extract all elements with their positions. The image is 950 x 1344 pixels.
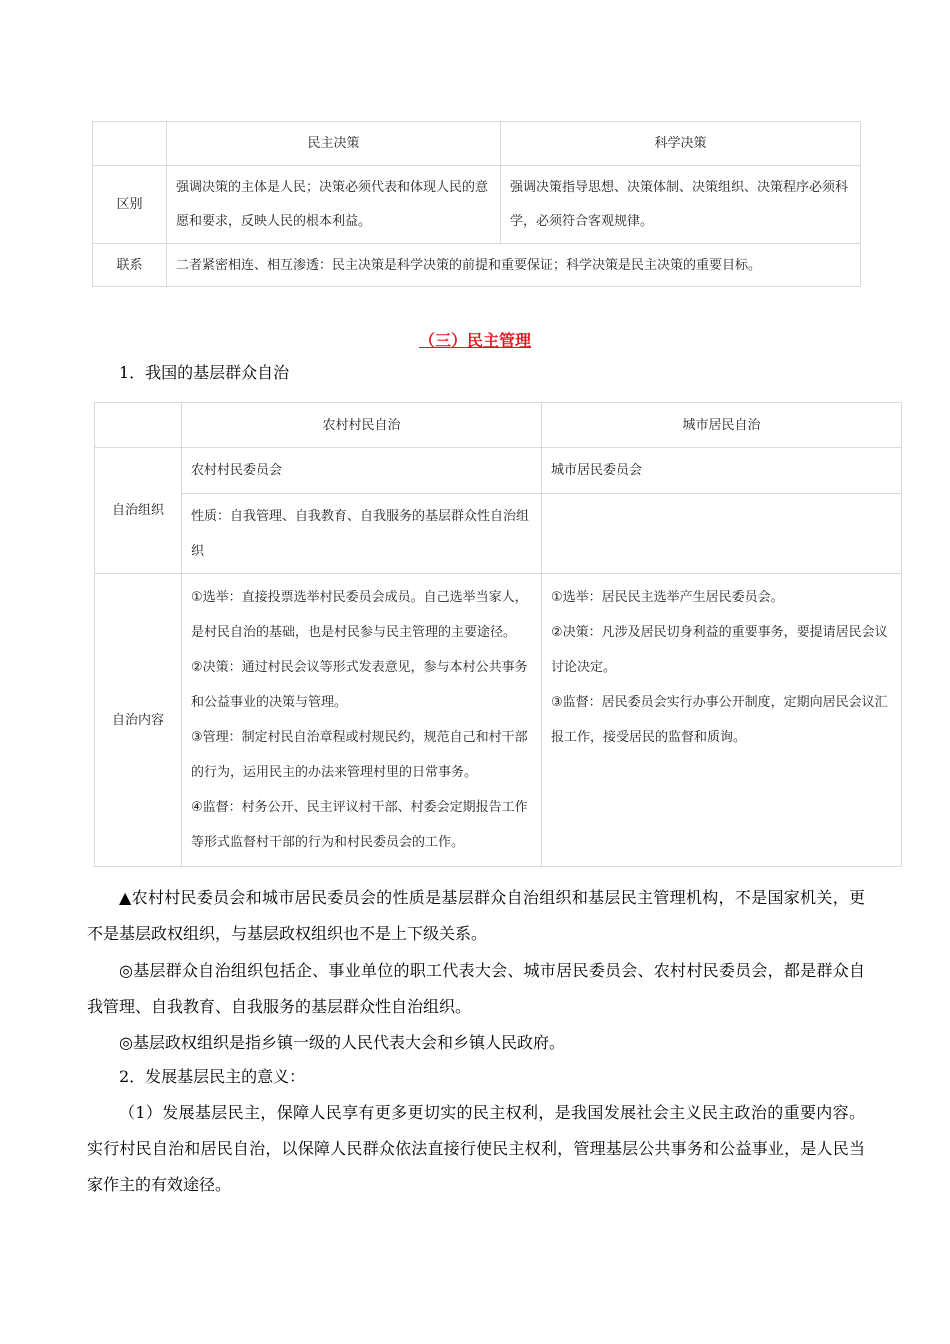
heading-2: 2．发展基层民主的意义：: [119, 1067, 306, 1086]
table-cell: 性质：自我管理、自我教育、自我服务的基层群众性自治组织: [182, 494, 542, 574]
table-row: [93, 166, 861, 244]
table-row: [93, 244, 861, 287]
row-label: 自治组织: [95, 448, 182, 574]
table-cell: [182, 574, 542, 867]
table-header-cell: 城市居民自治: [542, 403, 902, 448]
table-cell: 二者紧密相连、相互渗透：民主决策是科学决策的前提和重要保证；科学决策是民主决策的重要目标。: [167, 244, 861, 287]
table-header-cell: [93, 122, 167, 166]
list-item: ③管理：制定村民自治章程或村规民约，规范自己和村干部的行为，运用民主的办法来管理村里的日常事务。: [191, 730, 528, 780]
row-label: 联系: [93, 244, 167, 287]
note-paragraph: ▲农村村民委员会和城市居民委员会的性质是基层群众自治组织和基层民主管理机构，不是国家机关，更不是基层政权组织，与基层政权组织也不是上下级关系。: [87, 888, 865, 943]
body-paragraph: （1）发展基层民主，保障人民享有更多更切实的民主权利，是我国发展社会主义民主政治的重要内容。实行村民自治和居民自治，以保障人民群众依法直接行使民主权利，管理基层公共事务和公益事业，是人民当家作主的有效途径。: [87, 1103, 865, 1194]
table-cell: 城市居民委员会: [542, 448, 902, 494]
table-cell: 农村村民委员会: [182, 448, 542, 494]
table-row: [95, 494, 902, 574]
row-label: 区别: [93, 166, 167, 244]
list-item: ①选举：直接投票选举村民委员会成员。自己选举当家人，是村民自治的基础，也是村民参与民主管理的主要途径。: [191, 590, 528, 640]
list-item: ③监督：居民委员会实行办事公开制度，定期向居民会议汇报工作，接受居民的监督和质询。: [551, 695, 888, 745]
table-header-cell: 科学决策: [501, 122, 861, 166]
self-governance-table: [94, 402, 902, 867]
table-cell: 强调决策指导思想、决策体制、决策组织、决策程序必须科学，必须符合客观规律。: [501, 166, 861, 244]
list-item: ②决策：凡涉及居民切身利益的重要事务，要提请居民会议讨论决定。: [551, 625, 888, 675]
list-item: ④监督：村务公开、民主评议村干部、村委会定期报告工作等形式监督村干部的行为和村民委员会的工作。: [191, 800, 528, 850]
table-header-cell: 民主决策: [167, 122, 501, 166]
table-header-cell: 农村村民自治: [182, 403, 542, 448]
row-label: 自治内容: [95, 574, 182, 867]
list-item: ①选举：居民民主选举产生居民委员会。: [551, 590, 784, 605]
heading-1: 1．我国的基层群众自治: [119, 363, 290, 382]
table-cell: [542, 574, 902, 867]
table-cell: [542, 494, 902, 574]
table-row: [93, 122, 861, 166]
list-item: ②决策：通过村民会议等形式发表意见，参与本村公共事务和公益事业的决策与管理。: [191, 660, 528, 710]
table-header-cell: [95, 403, 182, 448]
table-cell: 强调决策的主体是人民；决策必须代表和体现人民的意愿和要求，反映人民的根本利益。: [167, 166, 501, 244]
decision-comparison-table: [92, 121, 861, 287]
table-row: [95, 448, 902, 494]
section-title: （三）民主管理: [418, 331, 531, 350]
note-paragraph: ◎基层政权组织是指乡镇一级的人民代表大会和乡镇人民政府。: [119, 1033, 565, 1052]
note-paragraph: ◎基层群众自治组织包括企、事业单位的职工代表大会、城市居民委员会、农村村民委员会，都是群众自我管理、自我教育、自我服务的基层群众性自治组织。: [87, 961, 865, 1016]
table-row: [95, 574, 902, 867]
table-row: [95, 403, 902, 448]
